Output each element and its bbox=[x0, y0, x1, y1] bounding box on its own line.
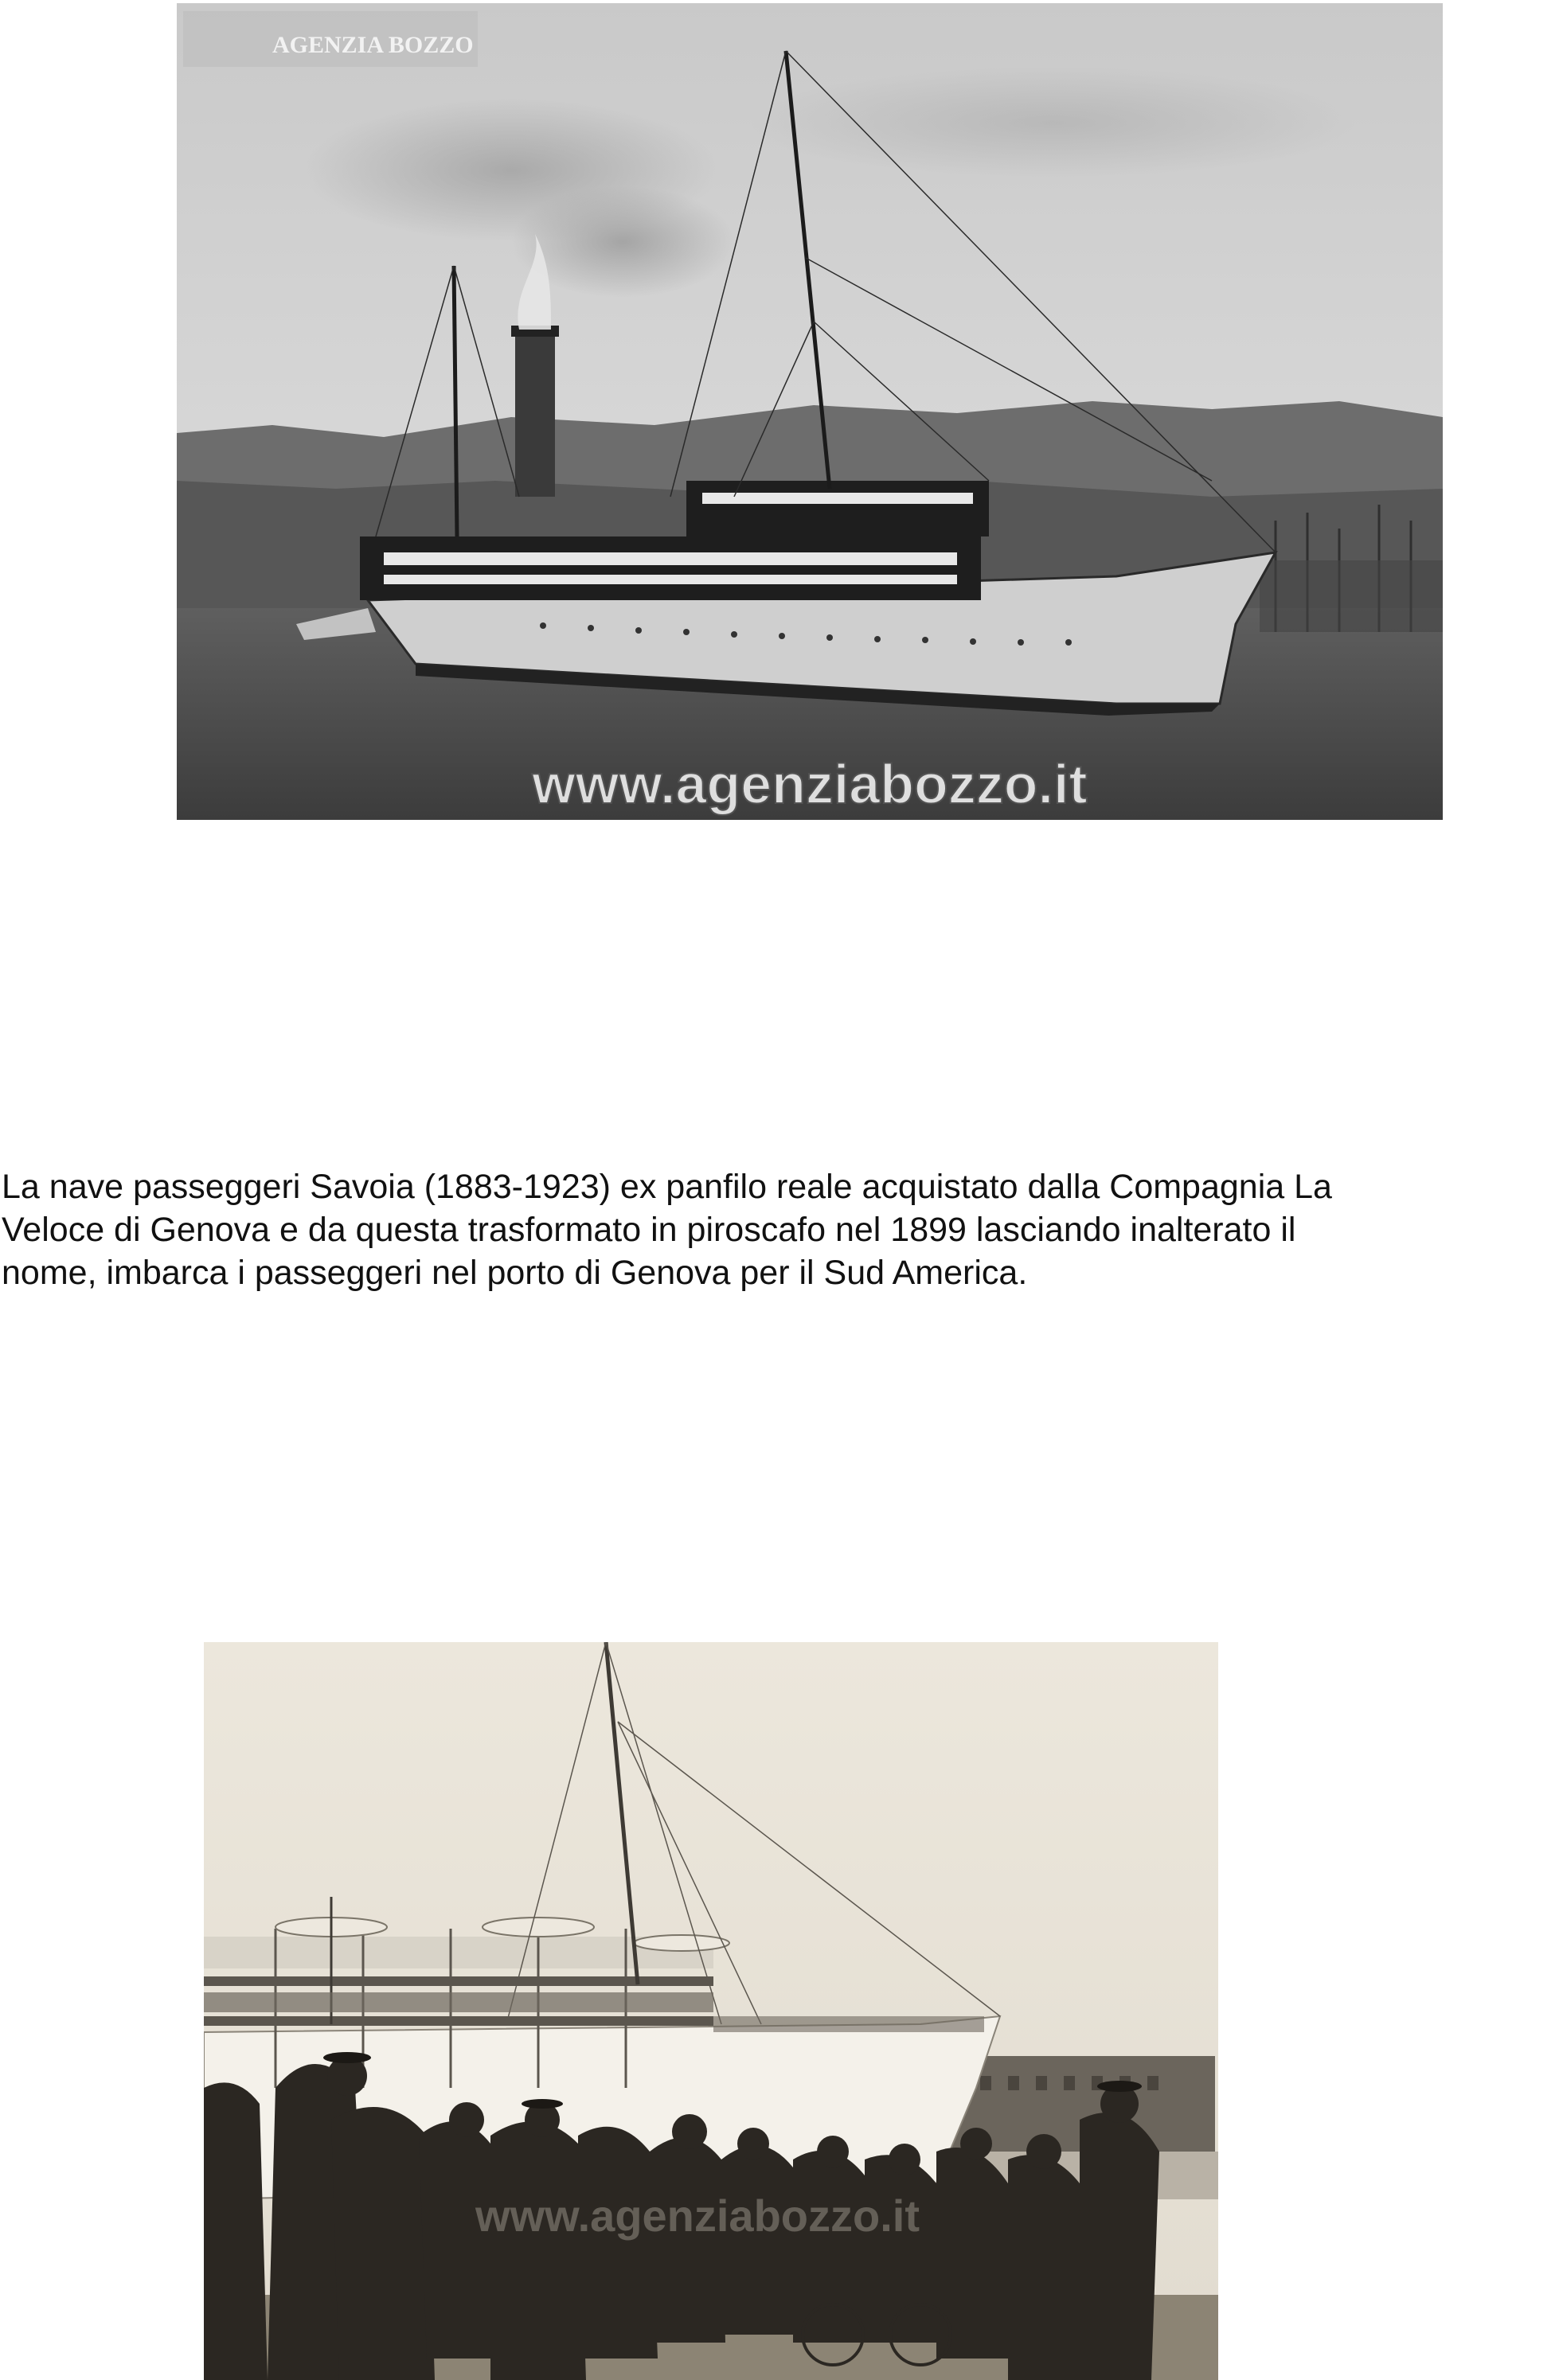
agency-stamp bbox=[183, 11, 478, 67]
caption-line-1: La nave passeggeri Savoia (1883-1923) ex panfilo reale acquistato dalla Compagnia La bbox=[2, 1168, 1332, 1206]
caption-line-2: Veloce di Genova e da questa trasformato in piroscafo nel 1899 lasciando inalterato il bbox=[2, 1211, 1296, 1249]
watermark-top: www.agenziabozzo.it bbox=[532, 753, 1088, 815]
ship-photo-bottom bbox=[204, 1642, 1218, 2380]
watermark-bottom: www.agenziabozzo.it bbox=[475, 2191, 920, 2241]
ship-at-port-illustration bbox=[204, 1642, 1218, 2380]
stamp-text: AGENZIA BOZZO bbox=[272, 32, 474, 58]
photo-caption bbox=[2, 1165, 1554, 1294]
ship-at-sea-illustration bbox=[177, 3, 1443, 820]
caption-line-3: nome, imbarca i passeggeri nel porto di Genova per il Sud America. bbox=[2, 1254, 1028, 1292]
ship-photo-top bbox=[177, 3, 1443, 820]
